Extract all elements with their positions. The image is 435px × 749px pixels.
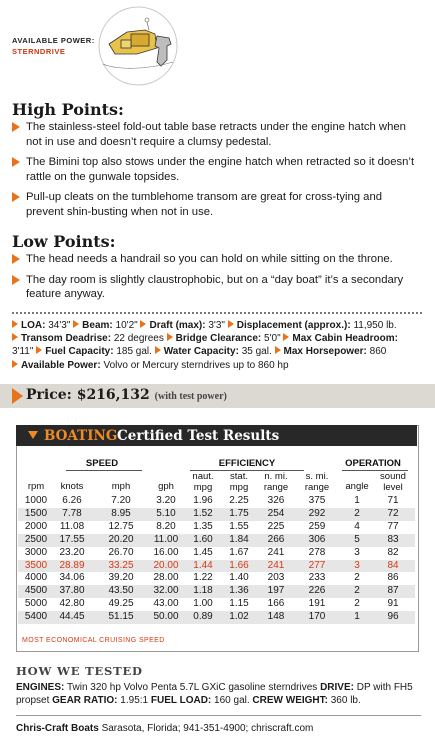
col-smi-range-cell: 375: [308, 495, 326, 506]
col-rpm-cell: 4500: [24, 585, 48, 597]
col-knots-cell: 23.20: [59, 546, 85, 558]
col-smi-range-cell: 233: [308, 572, 326, 584]
col-rpm-cell: 5000: [24, 598, 48, 610]
col-gph-cell: 8.20: [156, 520, 176, 532]
table-row: [18, 572, 415, 585]
col-knots-cell: 37.80: [59, 585, 85, 597]
col-naut-mpg-cell: 1.18: [193, 585, 213, 597]
col-sound-level-cell: 86: [387, 572, 399, 584]
low-points-list: [12, 252, 422, 308]
table-row: [18, 521, 415, 534]
col-sound-level-header: sound level: [380, 471, 406, 493]
sterndrive-illustration: [97, 4, 179, 88]
col-sound-level-cell: 77: [387, 520, 399, 532]
low-points-title: Low Points:: [12, 232, 116, 251]
group-operation: OPERATION: [345, 458, 401, 469]
col-mph-cell: 39.20: [108, 572, 134, 584]
triangle-bullet-icon: [155, 346, 161, 354]
price: Price: $216,132 (with test power): [26, 387, 227, 403]
col-smi-range-cell: 306: [308, 533, 326, 545]
col-gph-cell: 28.00: [153, 572, 179, 584]
col-smi-range-cell: 191: [308, 598, 326, 610]
col-angle-cell: 2: [354, 585, 360, 597]
col-gph-cell: 20.00: [153, 559, 179, 571]
col-naut-mpg-cell: 1.00: [193, 598, 213, 610]
available-power-value: STERNDRIVE: [12, 47, 66, 56]
low-point-item: The head needs a handrail so you can hold on while sitting on the throne.: [12, 252, 422, 267]
col-gph-cell: 43.00: [153, 598, 179, 610]
col-stat-mpg-cell: 1.55: [229, 520, 249, 532]
col-stat-mpg-cell: 1.15: [229, 598, 249, 610]
col-gph-cell: 32.00: [153, 585, 179, 597]
footer-rule: [16, 715, 421, 716]
col-mph-header: mph: [111, 481, 131, 492]
col-nmi-range-cell: 148: [267, 611, 285, 623]
col-mph-cell: 12.75: [108, 520, 134, 532]
col-angle-cell: 3: [354, 546, 360, 558]
table-row: [18, 560, 415, 573]
group-speed-rule: [66, 470, 142, 471]
col-smi-range-cell: 259: [308, 520, 326, 532]
how-we-tested-title: HOW WE TESTED: [16, 664, 143, 678]
col-rpm-cell: 1500: [24, 507, 48, 519]
col-mph-cell: 51.15: [108, 611, 134, 623]
col-naut-mpg-cell: 1.35: [193, 520, 213, 532]
col-sound-level-cell: 83: [387, 533, 399, 545]
col-mph-cell: 26.70: [108, 546, 134, 558]
col-knots-cell: 11.08: [59, 520, 85, 532]
col-mph-cell: 20.20: [108, 533, 134, 545]
col-angle-cell: 2: [354, 598, 360, 610]
col-rpm-cell: 3000: [24, 546, 48, 558]
col-nmi-range-cell: 326: [267, 495, 285, 506]
col-stat-mpg-cell: 1.67: [229, 546, 249, 558]
col-angle-header: angle: [345, 481, 369, 492]
col-rpm-cell: 5400: [24, 611, 48, 623]
table-row: [18, 598, 415, 611]
col-naut-mpg-cell: 1.45: [193, 546, 213, 558]
high-points-title: High Points:: [12, 100, 124, 119]
col-stat-mpg-cell: 1.75: [229, 507, 249, 519]
col-smi-range-cell: 277: [308, 559, 326, 571]
triangle-bullet-icon: [12, 122, 20, 132]
table-row: [18, 508, 415, 521]
col-naut-mpg-cell: 1.96: [193, 495, 213, 506]
col-stat-mpg-cell: 1.84: [229, 533, 249, 545]
col-mph-cell: 7.20: [111, 495, 131, 506]
triangle-bullet-icon: [12, 333, 18, 341]
triangle-bullet-icon: [12, 254, 20, 264]
col-knots-header: knots: [60, 481, 84, 492]
col-knots-cell: 34.06: [59, 572, 85, 584]
col-nmi-range-header: n. mi. range: [263, 471, 289, 493]
triangle-bullet-icon: [275, 346, 281, 354]
col-stat-mpg-cell: 2.25: [229, 495, 249, 506]
col-stat-mpg-cell: 1.66: [229, 559, 249, 571]
col-naut-mpg-cell: 1.52: [193, 507, 213, 519]
triangle-bullet-icon: [12, 275, 20, 285]
col-gph-cell: 5.10: [156, 507, 176, 519]
col-angle-cell: 1: [354, 495, 360, 506]
col-angle-cell: 2: [354, 572, 360, 584]
group-speed: SPEED: [85, 458, 119, 469]
col-gph-cell: 16.00: [153, 546, 179, 558]
col-gph-cell: 50.00: [153, 611, 179, 623]
col-stat-mpg-cell: 1.02: [229, 611, 249, 623]
col-mph-cell: 49.25: [108, 598, 134, 610]
col-sound-level-cell: 82: [387, 546, 399, 558]
col-knots-cell: 28.89: [59, 559, 85, 571]
col-rpm-header: rpm: [27, 481, 45, 492]
col-rpm-cell: 2000: [24, 520, 48, 532]
col-smi-range-cell: 170: [308, 611, 326, 623]
col-stat-mpg-cell: 1.40: [229, 572, 249, 584]
col-gph-cell: 3.20: [156, 495, 176, 506]
low-point-item: The day room is slightly claustrophobic, but on a “day boat” it’s a secondary feature anyway.: [12, 273, 422, 302]
col-angle-cell: 2: [354, 507, 360, 519]
col-nmi-range-cell: 166: [267, 598, 285, 610]
col-knots-cell: 44.45: [59, 611, 85, 623]
col-stat-mpg-header: stat. mpg: [229, 471, 249, 493]
col-sound-level-cell: 96: [387, 611, 399, 623]
triangle-bullet-icon: [73, 320, 79, 328]
triangle-bullet-icon: [140, 320, 146, 328]
col-sound-level-cell: 84: [387, 559, 399, 571]
triangle-bullet-icon: [36, 346, 42, 354]
col-knots-cell: 17.55: [59, 533, 85, 545]
col-naut-mpg-cell: 1.60: [193, 533, 213, 545]
section-divider: [12, 312, 422, 314]
footer: Chris-Craft Boats Sarasota, Florida; 941-351-4900; chriscraft.com: [16, 723, 314, 734]
col-nmi-range-cell: 197: [267, 585, 285, 597]
economical-note: MOST ECONOMICAL CRUISING SPEED: [22, 637, 165, 644]
col-nmi-range-cell: 241: [267, 559, 285, 571]
col-smi-range-cell: 226: [308, 585, 326, 597]
triangle-bullet-icon: [12, 320, 18, 328]
col-rpm-cell: 2500: [24, 533, 48, 545]
results-title: Certified Test Results: [117, 428, 280, 444]
col-stat-mpg-cell: 1.36: [229, 585, 249, 597]
col-nmi-range-cell: 241: [267, 546, 285, 558]
available-power-label: AVAILABLE POWER:: [12, 36, 95, 45]
col-naut-mpg-cell: 1.44: [193, 559, 213, 571]
triangle-bullet-icon: [12, 192, 20, 202]
group-efficiency: EFFICIENCY: [218, 458, 276, 469]
table-row: [18, 547, 415, 560]
col-mph-cell: 8.95: [111, 507, 131, 519]
col-rpm-cell: 4000: [24, 572, 48, 584]
high-point-item: The Bimini top also stows under the engine hatch when retracted so it doesn’t rattle on the gunwale topsides.: [12, 155, 422, 184]
col-nmi-range-cell: 225: [267, 520, 285, 532]
col-angle-cell: 4: [354, 520, 360, 532]
col-knots-cell: 6.26: [62, 495, 82, 506]
col-naut-mpg-cell: 0.89: [193, 611, 213, 623]
col-mph-cell: 33.25: [108, 559, 134, 571]
how-we-tested-body: ENGINES: Twin 320 hp Volvo Penta 5.7L GXiC gasoline sterndrives DRIVE: DP with FH5 propset GEAR RATIO: 1.95:1 FUEL LOAD: 160 gal. CREW WEIGHT: 360 lb.: [16, 682, 413, 706]
table-row: [18, 495, 415, 508]
col-rpm-cell: 3500: [24, 559, 48, 571]
col-smi-range-header: s. mi. range: [304, 471, 330, 493]
high-points-list: [12, 120, 422, 225]
col-smi-range-cell: 292: [308, 507, 326, 519]
col-sound-level-cell: 87: [387, 585, 399, 597]
col-nmi-range-cell: 254: [267, 507, 285, 519]
col-sound-level-cell: 71: [387, 495, 399, 506]
col-gph-cell: 11.00: [153, 533, 179, 545]
col-naut-mpg-header: naut. mpg: [192, 471, 214, 493]
results-brand: BOATING: [44, 428, 118, 444]
high-point-item: Pull-up cleats on the tumblehome transom are great for cross-tying and prevent shin-busting when not in use.: [12, 190, 422, 219]
triangle-bullet-icon: [12, 157, 20, 167]
col-smi-range-cell: 278: [308, 546, 326, 558]
down-triangle-icon: [28, 431, 38, 439]
specifications: LOA: 34'3" Beam: 10'2" Draft (max): 3'3" Displacement (approx.): 11,950 lb. Transom Deadrise: 22 degrees Bridge Clearance: 5'0" Max Cabin Headroom: 3'11" Fuel Capacity: 185 gal. Water Capacity: 35 gal. Max Horsepower: 860 Available Power: Volvo or Mercury sterndrives up to 860 hp: [12, 320, 398, 371]
col-knots-cell: 7.78: [62, 507, 82, 519]
col-knots-cell: 42.80: [59, 598, 85, 610]
table-row: [18, 585, 415, 598]
col-rpm-cell: 1000: [24, 495, 48, 506]
col-sound-level-cell: 72: [387, 507, 399, 519]
table-row: [18, 534, 415, 547]
col-nmi-range-cell: 266: [267, 533, 285, 545]
col-angle-cell: 1: [354, 611, 360, 623]
col-nmi-range-cell: 203: [267, 572, 285, 584]
col-mph-cell: 43.50: [108, 585, 134, 597]
price-arrow-icon: [12, 388, 23, 404]
triangle-bullet-icon: [12, 360, 18, 368]
triangle-bullet-icon: [283, 333, 289, 341]
col-sound-level-cell: 91: [387, 598, 399, 610]
col-gph-header: gph: [158, 481, 174, 492]
col-angle-cell: 3: [354, 559, 360, 571]
high-point-item: The stainless-steel fold-out table base retracts under the engine hatch when not in use and doesn’t require a clumsy pedestal.: [12, 120, 422, 149]
table-row: [18, 611, 415, 624]
triangle-bullet-icon: [228, 320, 234, 328]
triangle-bullet-icon: [167, 333, 173, 341]
col-naut-mpg-cell: 1.22: [193, 572, 213, 584]
col-angle-cell: 5: [354, 533, 360, 545]
